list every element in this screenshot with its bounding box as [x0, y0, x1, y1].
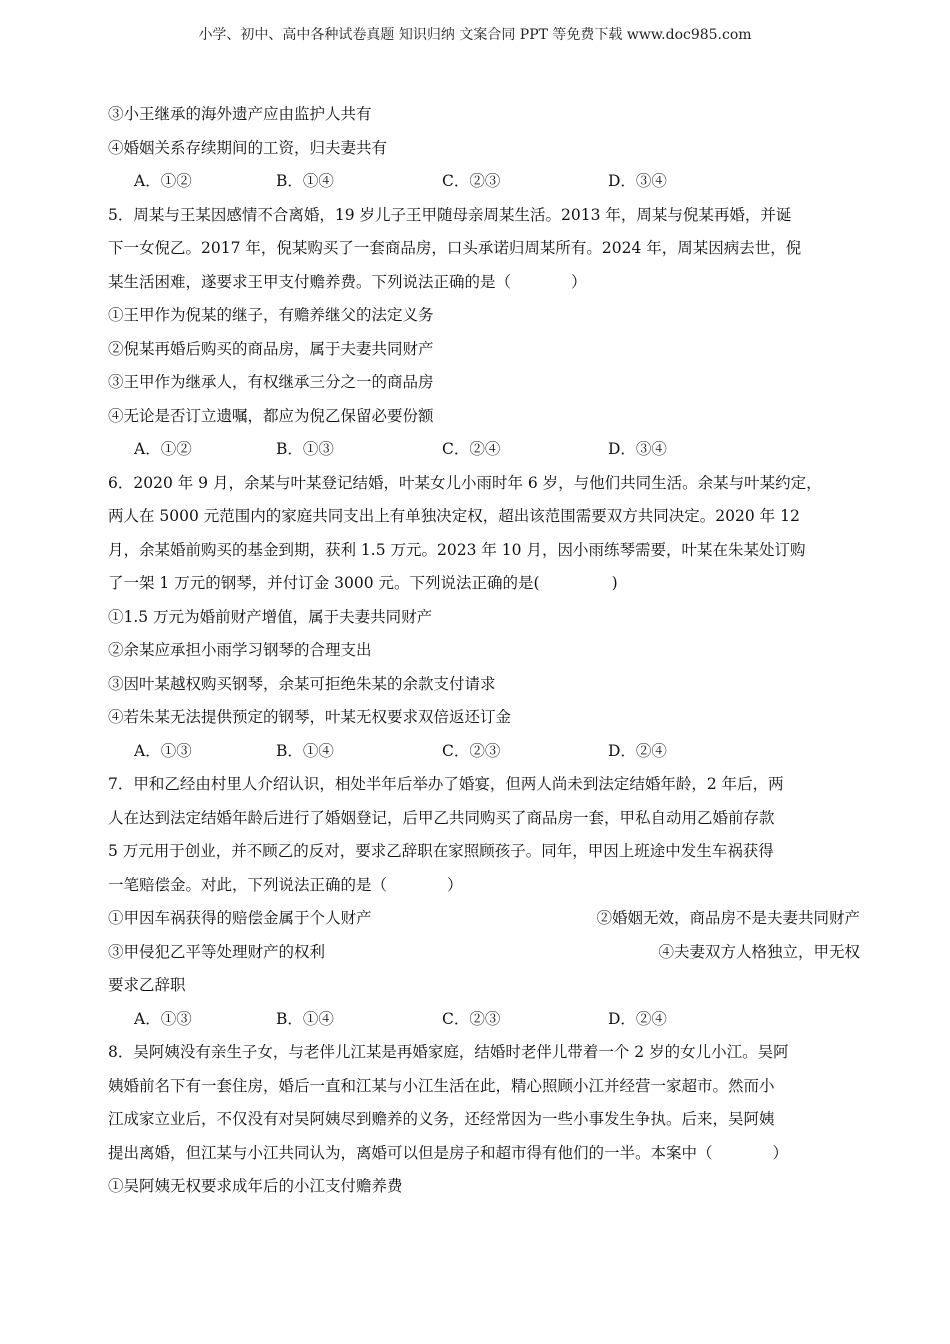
- question-stem: [108, 567, 860, 601]
- option-b: B．①③: [276, 440, 334, 458]
- statement: ①甲因车祸获得的赔偿金属于个人财产: [108, 909, 372, 927]
- stem-paren: ): [611, 574, 618, 592]
- statement: ④无论是否订立遗嘱，都应为倪乙保留必要份额: [108, 406, 434, 425]
- option-a: A．①②: [134, 172, 192, 190]
- statement: ②余某应承担小雨学习钢琴的合理支出: [108, 641, 372, 659]
- statement-row: [108, 902, 860, 936]
- statement: ②婚姻无效，商品房不是夫妻共同财产: [596, 909, 860, 927]
- option-c: C．②③: [442, 741, 501, 760]
- question-stem: [108, 266, 860, 300]
- stem-paren: ）: [571, 272, 587, 291]
- answer-options: [108, 433, 860, 467]
- question-stem: 江成家立业后，不仅没有对吴阿姨尽到赡养的义务，还经常因为一些小事发生争执。后来，吴阿姨: [108, 1110, 775, 1128]
- question-stem: 5．周某与王某因感情不合离婚，19 岁儿子王甲随母亲周某生活。2013 年，周某与倪某再婚，并诞: [108, 205, 792, 224]
- document-body: [108, 98, 860, 1204]
- statement: ③因叶某越权购买钢琴，余某可拒绝朱某的余款支付请求: [108, 674, 496, 693]
- stem-text: 一笔赔偿金。对此，下列说法正确的是（: [108, 875, 388, 894]
- answer-options: [108, 1003, 860, 1037]
- question-stem: 8．吴阿姨没有亲生子女，与老伴儿江某是再婚家庭，结婚时老伴儿带着一个 2 岁的女儿小江。吴阿: [108, 1043, 789, 1061]
- statement: ④若朱某无法提供预定的钢琴，叶某无权要求双倍返还订金: [108, 708, 512, 726]
- question-stem: 7．甲和乙经由村里人介绍认识，相处半年后举办了婚宴，但两人尚未到法定结婚年龄，2 年后，两: [108, 775, 784, 793]
- question-stem: [108, 1137, 860, 1171]
- stem-text: 某生活困难，遂要求王甲支付赡养费。下列说法正确的是（: [108, 272, 512, 291]
- option-a: A．①③: [134, 1009, 192, 1028]
- option-d: D．②④: [608, 741, 667, 760]
- statement: ③王甲作为继承人，有权继承三分之一的商品房: [108, 373, 434, 391]
- statement: ①王甲作为倪某的继子，有赡养继父的法定义务: [108, 306, 434, 324]
- option-d: D．③④: [608, 172, 667, 190]
- option-b: B．①④: [276, 741, 334, 760]
- option-a: A．①②: [134, 440, 192, 458]
- option-c: C．②③: [442, 1009, 501, 1028]
- option-a: A．①③: [134, 741, 192, 760]
- question-stem: 下一女倪乙。2017 年，倪某购买了一套商品房，口头承诺归周某所有。2024 年，周某因病去世，倪: [108, 239, 802, 257]
- stem-text: 了一架 1 万元的钢琴，并付订金 3000 元。下列说法正确的是(: [108, 574, 540, 592]
- question-stem: 月，余某婚前购买的基金到期，获利 1.5 万元。2023 年 10 月，因小雨练琴需要，叶某在朱某处订购: [108, 540, 806, 559]
- question-stem: 姨婚前名下有一套住房，婚后一直和江某与小江生活在此，精心照顾小江并经营一家超市。然而小: [108, 1076, 775, 1095]
- question-stem: 人在达到法定结婚年龄后进行了婚姻登记，后甲乙共同购买了商品房一套，甲私自动用乙婚前存款: [108, 808, 775, 827]
- option-d: D．③④: [608, 440, 667, 458]
- stem-paren: ）: [447, 875, 463, 894]
- page-header: 小学、初中、高中各种试卷真题 知识归纳 文案合同 PPT 等免费下载 www.doc985.com: [198, 27, 752, 43]
- statement: ③小王继承的海外遗产应由监护人共有: [108, 105, 372, 123]
- statement-continuation: 要求乙辞职: [108, 976, 186, 994]
- stem-paren: ）: [772, 1143, 789, 1162]
- option-b: B．①④: [276, 1009, 334, 1028]
- answer-options: [108, 165, 860, 199]
- statement: ②倪某再婚后购买的商品房，属于夫妻共同财产: [108, 339, 434, 358]
- answer-options: [108, 735, 860, 769]
- question-stem: 两人在 5000 元范围内的家庭共同支出上有单独决定权，超出该范围需要双方共同决定。2020 年 12: [108, 507, 800, 525]
- question-stem: [108, 869, 860, 903]
- statement: ①吴阿姨无权要求成年后的小江支付赡养费: [108, 1177, 403, 1195]
- option-c: C．②④: [442, 440, 501, 458]
- stem-text: 提出离婚，但江某与小江共同认为，离婚可以但是房子和超市得有他们的一半。本案中（: [108, 1143, 713, 1162]
- statement: ④夫妻双方人格独立，甲无权: [658, 942, 860, 961]
- question-stem: 5 万元用于创业，并不顾乙的反对，要求乙辞职在家照顾孩子。同年，甲因上班途中发生车祸获得: [108, 842, 774, 860]
- option-d: D．②④: [608, 1009, 667, 1028]
- statement: ④婚姻关系存续期间的工资，归夫妻共有: [108, 138, 388, 157]
- statement: ③甲侵犯乙平等处理财产的权利: [108, 942, 326, 961]
- statement: ①1.5 万元为婚前财产增值，属于夫妻共同财产: [108, 607, 433, 626]
- statement-row: [108, 936, 860, 970]
- question-stem: 6．2020 年 9 月，余某与叶某登记结婚，叶某女儿小雨时年 6 岁，与他们共同生活。余某与叶某约定，: [108, 473, 822, 492]
- option-c: C．②③: [442, 172, 501, 190]
- option-b: B．①④: [276, 172, 334, 190]
